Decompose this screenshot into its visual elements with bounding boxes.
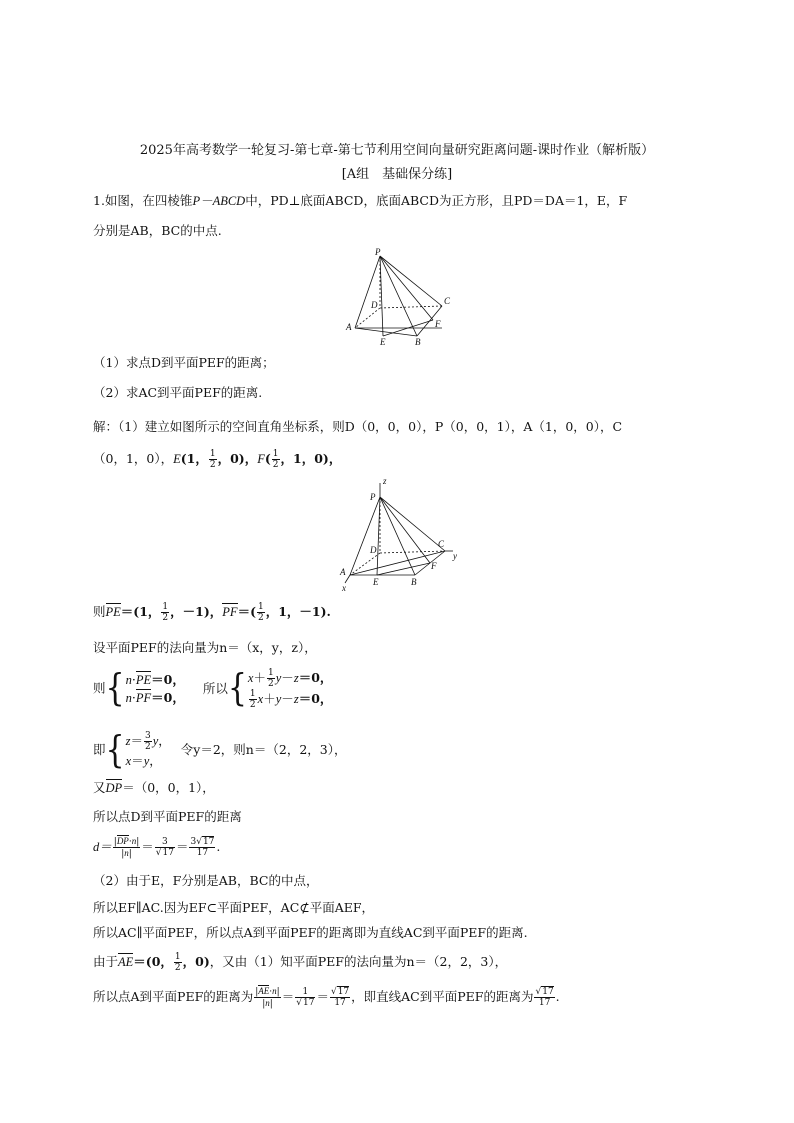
fig2-label-p: P [370, 492, 376, 502]
fig2-label-x: x [342, 583, 346, 593]
part2-line-1: （2）由于E，F分别是AB，BC的中点， [93, 873, 319, 888]
fig1-label-e: E [380, 337, 386, 347]
fig1-label-c: C [444, 296, 451, 306]
fig2-label-a: A [340, 567, 346, 577]
fig1-label-d: D [371, 300, 378, 310]
fig1-label-p: P [375, 247, 381, 257]
part2-final: 所以点A到平面PEF的距离为 $\frac{|AE\cdot n|}{|n|}$ ＝ $\frac{1}{√17}$ ＝ $\frac{√17}{17}$ ，即直线AC到平面PEF的距离为 $\frac{√17}{17}$ . [93, 986, 560, 1009]
fig2-label-c: C [438, 539, 445, 549]
pyramid-figure-2-coordinates [335, 475, 465, 595]
fig1-label-a: A [346, 322, 352, 332]
fig1-label-b: B [415, 337, 421, 347]
page-title: 2025年高考数学一轮复习-第七章-第七节利用空间向量研究距离问题-课时作业（解析版） [139, 143, 655, 158]
solution-line-2: （0，1，0），E(1， $\frac{1}{2}$ ，0)，F( $\frac{1}{2}$ ，1，0)， [93, 449, 342, 470]
distance-formula: d＝ $\frac{|DP\cdot n|}{|n|}$ ＝ $\frac{3}{√17}$ ＝ $\frac{3√17}{17}$ . [93, 836, 221, 859]
problem-line-2: 分别是AB，BC的中点. [93, 223, 222, 238]
question-2: （2）求AC到平面PEF的距离. [93, 385, 263, 400]
fig1-label-f: F [435, 319, 441, 329]
fig2-label-d: D [370, 545, 377, 555]
fig2-label-z: z [383, 476, 387, 486]
normal-vector-intro: 设平面PEF的法向量为n＝（x，y，z）， [93, 640, 317, 655]
equation-system-1: 则{n·PE＝0， n·PF＝0， 所以{x＋ $\frac{1}{2}$ y－z＝0， $\frac{1}{2}$ x＋y－z＝0， [93, 666, 333, 711]
fig2-label-y: y [453, 551, 457, 561]
distance-intro: 所以点D到平面PEF的距离 [93, 809, 242, 824]
vectors-pe-pf: 则PE＝(1， $\frac{1}{2}$ ，－1)，PF＝( $\frac{1}{2}$ ，1，－1). [93, 602, 331, 623]
pyramid-figure-1 [335, 244, 465, 349]
solution-line-1: 解：（1）建立如图所示的空间直角坐标系，则D（0，0，0），P（0，0，1），A（1，0，0），C [93, 419, 623, 434]
question-1: （1）求点D到平面PEF的距离； [93, 355, 275, 370]
fig2-label-e: E [373, 577, 379, 587]
vector-dp: 又DP＝（0，0，1）， [93, 780, 215, 795]
part2-line-4: 由于AE＝(0， $\frac{1}{2}$ ，0)，又由（1）知平面PEF的法向量为n＝（2，2，3）， [93, 952, 508, 973]
part2-line-3: 所以AC∥平面PEF，所以点A到平面PEF的距离即为直线AC到平面PEF的距离. [93, 925, 528, 940]
section-subtitle: [A组 基础保分练] [341, 167, 453, 182]
fig2-label-f: F [431, 561, 437, 571]
problem-line-1: 1.如图，在四棱锥P－ABCD中，PD⊥底面ABCD，底面ABCD为正方形，且PD＝DA＝1，E，F [93, 193, 628, 208]
fig2-label-b: B [411, 577, 417, 587]
part2-line-2: 所以EF∥AC.因为EF⊂平面PEF，AC⊄平面AEF， [93, 900, 375, 915]
equation-system-2: 即{z＝ $\frac{3}{2}$ y， x＝y， 令y＝2，则n＝（2，2，3）， [93, 728, 347, 772]
